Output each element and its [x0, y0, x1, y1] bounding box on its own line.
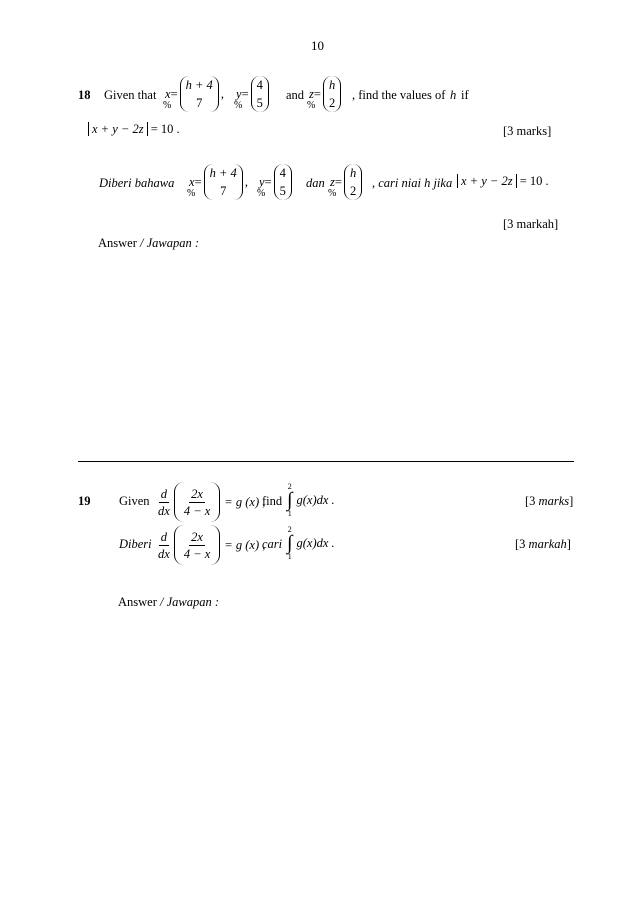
vector-tilde: %	[234, 99, 243, 111]
x-column-vector	[204, 164, 243, 200]
q18-and: and	[286, 88, 305, 102]
q18-if: if	[461, 88, 469, 102]
comma: ,	[244, 174, 248, 189]
q18-condition	[88, 122, 180, 137]
integrand: g(x)dx .	[296, 535, 335, 550]
q18-my-z-vector	[330, 164, 364, 200]
q18-z-vector	[309, 76, 343, 112]
d-over-dx: $\frac{d}{dx}$	[158, 486, 170, 518]
q18-my-condition	[457, 174, 549, 189]
q18-abs-expression: x + y − 2z	[457, 174, 517, 188]
vector-tilde: %	[163, 99, 172, 111]
vector-tilde: %	[328, 187, 337, 199]
y-column-vector	[274, 164, 292, 200]
z-var: z	[330, 174, 335, 189]
q19-answer-label	[118, 595, 219, 610]
q19-integral	[283, 482, 335, 518]
jawapan-word: / Jawapan :	[140, 236, 200, 250]
z-column-vector	[344, 164, 362, 200]
equals: =	[264, 174, 272, 189]
q18-my-y-vector	[259, 164, 294, 200]
question-separator	[78, 461, 574, 462]
x-top: h + 4	[185, 77, 213, 92]
x-column-vector	[180, 76, 219, 112]
q19-cari: cari	[262, 537, 283, 551]
q19-my-derivative-expression	[154, 525, 265, 565]
integral-sign: 2 ∫ 1	[287, 482, 293, 518]
q19-markah: [3 markah]	[515, 537, 571, 551]
vector-tilde: %	[307, 99, 316, 111]
equals-g: = g (x) ,	[224, 537, 266, 552]
jawapan-word: / Jawapan :	[160, 595, 220, 609]
integrand: g(x)dx .	[296, 492, 335, 507]
q18-find: , find the values of	[352, 88, 446, 102]
z-bottom: 2	[328, 95, 336, 110]
q19-number: 19	[78, 494, 91, 508]
q19-diberi: Diberi	[119, 537, 152, 551]
z-column-vector	[323, 76, 341, 112]
q18-y-vector	[236, 76, 271, 112]
z-top: h	[328, 77, 336, 92]
frac-numerator: 2x	[191, 486, 203, 501]
equals: =	[194, 174, 202, 189]
y-top: 4	[279, 165, 286, 180]
equals: =	[334, 174, 342, 189]
x-var: x	[189, 174, 195, 189]
q19-find: find	[262, 494, 283, 508]
answer-word: Answer	[98, 236, 137, 250]
q19-derivative-expression	[154, 482, 265, 522]
q18-answer-label	[98, 236, 199, 251]
q18-dan: dan	[306, 176, 325, 190]
vector-tilde: %	[187, 187, 196, 199]
z-bottom: 2	[349, 183, 357, 198]
y-var: y	[236, 86, 242, 101]
q18-markah: [3 markah]	[503, 217, 559, 231]
derivative-argument: $\frac{2x}{4 - x}$	[174, 525, 220, 565]
equals-g: = g (x) ,	[224, 494, 266, 509]
q18-number: 18	[78, 88, 91, 102]
y-bottom: 5	[279, 183, 286, 198]
q18-cari: , cari niai h jika	[372, 176, 453, 190]
x-var: x	[165, 86, 171, 101]
x-bottom: 7	[196, 95, 203, 110]
comma: ,	[220, 86, 224, 101]
equals: =	[170, 86, 178, 101]
q18-my-x-vector	[189, 164, 248, 200]
q19-my-integral	[283, 525, 335, 561]
q18-eq10: = 10 .	[150, 122, 180, 136]
y-top: 4	[256, 77, 263, 92]
q18-diberi: Diberi bahawa	[99, 176, 175, 190]
q19-given: Given	[119, 494, 150, 508]
z-var: z	[309, 86, 314, 101]
y-var: y	[259, 174, 265, 189]
answer-word: Answer	[118, 595, 157, 609]
integral-sign: 2 ∫ 1	[287, 525, 293, 561]
q18-eq10: = 10 .	[519, 174, 549, 188]
derivative-argument	[174, 482, 220, 522]
q18-h: h	[450, 88, 457, 102]
vector-tilde: %	[257, 187, 266, 199]
equals: =	[313, 86, 321, 101]
q18-given: Given that	[104, 88, 157, 102]
q19-marks: [3 marks]	[525, 494, 574, 508]
equals: =	[241, 86, 249, 101]
q18-x-vector	[165, 76, 224, 112]
y-bottom: 5	[256, 95, 263, 110]
d-over-dx: $\frac{d}{dx}$	[158, 529, 170, 561]
x-top: h + 4	[209, 165, 237, 180]
frac-denominator: 4 − x	[183, 503, 211, 518]
page-number: 10	[311, 38, 324, 53]
x-bottom: 7	[220, 183, 227, 198]
q18-abs-expression: x + y − 2z	[88, 122, 148, 136]
y-column-vector	[251, 76, 269, 112]
q18-marks: [3 marks]	[503, 124, 552, 138]
z-top: h	[349, 165, 357, 180]
